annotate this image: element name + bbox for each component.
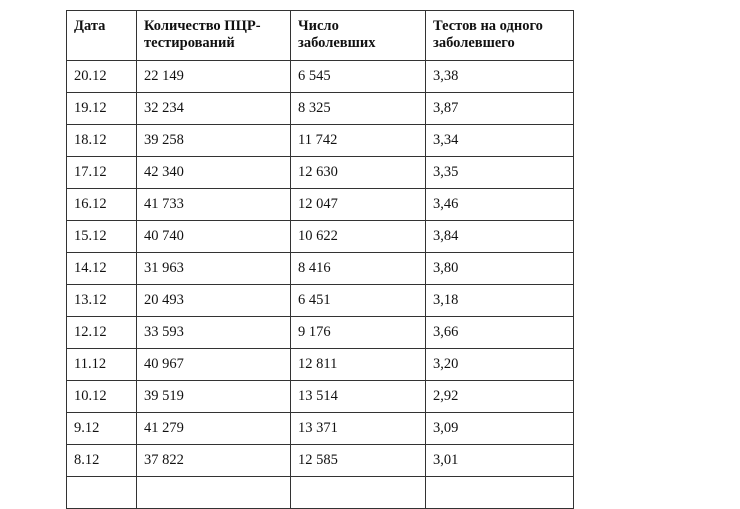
pcr-tests-cell: 31 963 bbox=[137, 253, 291, 285]
cases-cell: 6 545 bbox=[291, 61, 426, 93]
table-row bbox=[67, 253, 574, 285]
cases-cell: 12 630 bbox=[291, 157, 426, 189]
cases-cell: 6 451 bbox=[291, 285, 426, 317]
date-cell: 12.12 bbox=[67, 317, 137, 349]
table-row bbox=[67, 445, 574, 477]
date-cell: 9.12 bbox=[67, 413, 137, 445]
pcr-tests-cell: 40 967 bbox=[137, 349, 291, 381]
table-row bbox=[67, 93, 574, 125]
table-row bbox=[67, 349, 574, 381]
cases-cell: 9 176 bbox=[291, 317, 426, 349]
pcr-tests-cell: 42 340 bbox=[137, 157, 291, 189]
tests-per-case-cell: 3,84 bbox=[426, 221, 574, 253]
cases-cell: 8 325 bbox=[291, 93, 426, 125]
tests-per-case-cell: 3,20 bbox=[426, 349, 574, 381]
pcr-tests-cell: 20 493 bbox=[137, 285, 291, 317]
table-row bbox=[67, 413, 574, 445]
cases-cell: 13 371 bbox=[291, 413, 426, 445]
date-cell: 14.12 bbox=[67, 253, 137, 285]
tests-per-case-cell: 3,66 bbox=[426, 317, 574, 349]
pcr-tests-cell: 41 279 bbox=[137, 413, 291, 445]
pcr-tests-cell: 40 740 bbox=[137, 221, 291, 253]
pcr-tests-cell: 41 733 bbox=[137, 189, 291, 221]
table-row bbox=[67, 381, 574, 413]
tests-per-case-cell: 3,87 bbox=[426, 93, 574, 125]
tests-per-case-cell: 3,38 bbox=[426, 61, 574, 93]
tests-per-case-cell: 3,18 bbox=[426, 285, 574, 317]
table-row bbox=[67, 125, 574, 157]
tests-per-case-cell: 3,34 bbox=[426, 125, 574, 157]
date-cell: 16.12 bbox=[67, 189, 137, 221]
pcr-tests-cell: 39 258 bbox=[137, 125, 291, 157]
table-row bbox=[67, 221, 574, 253]
tests-per-case-cell: 2,92 bbox=[426, 381, 574, 413]
pcr-tests-cell: 37 822 bbox=[137, 445, 291, 477]
pcr-tests-cell: 22 149 bbox=[137, 61, 291, 93]
header-date: Дата bbox=[67, 11, 137, 61]
cases-cell: 12 585 bbox=[291, 445, 426, 477]
date-cell: 17.12 bbox=[67, 157, 137, 189]
date-cell: 8.12 bbox=[67, 445, 137, 477]
date-cell: 11.12 bbox=[67, 349, 137, 381]
header-pcr-tests: Количество ПЦР-тестирований bbox=[137, 11, 291, 61]
table-row bbox=[67, 157, 574, 189]
cases-cell: 13 514 bbox=[291, 381, 426, 413]
cases-cell: 12 047 bbox=[291, 189, 426, 221]
table-row bbox=[67, 189, 574, 221]
date-cell: 20.12 bbox=[67, 61, 137, 93]
covid-tests-table bbox=[66, 10, 574, 509]
date-cell: 15.12 bbox=[67, 221, 137, 253]
cases-cell: 11 742 bbox=[291, 125, 426, 157]
cases-cell: 10 622 bbox=[291, 221, 426, 253]
pcr-tests-cell: 39 519 bbox=[137, 381, 291, 413]
date-cell: 19.12 bbox=[67, 93, 137, 125]
date-cell: 13.12 bbox=[67, 285, 137, 317]
header-row bbox=[67, 11, 574, 61]
tests-per-case-cell: 3,09 bbox=[426, 413, 574, 445]
table-row bbox=[67, 317, 574, 349]
tests-per-case-cell: 3,35 bbox=[426, 157, 574, 189]
date-cell: 18.12 bbox=[67, 125, 137, 157]
tests-per-case-cell: 3,46 bbox=[426, 189, 574, 221]
header-cases: Число заболевших bbox=[291, 11, 426, 61]
date-cell: 10.12 bbox=[67, 381, 137, 413]
cases-cell: 8 416 bbox=[291, 253, 426, 285]
table-row bbox=[67, 285, 574, 317]
table-row bbox=[67, 61, 574, 93]
pcr-tests-cell: 33 593 bbox=[137, 317, 291, 349]
tests-per-case-cell: 3,01 bbox=[426, 445, 574, 477]
tests-per-case-cell: 3,80 bbox=[426, 253, 574, 285]
pcr-tests-cell: 32 234 bbox=[137, 93, 291, 125]
header-tests-per-case: Тестов на одного заболевшего bbox=[426, 11, 574, 61]
cases-cell: 12 811 bbox=[291, 349, 426, 381]
